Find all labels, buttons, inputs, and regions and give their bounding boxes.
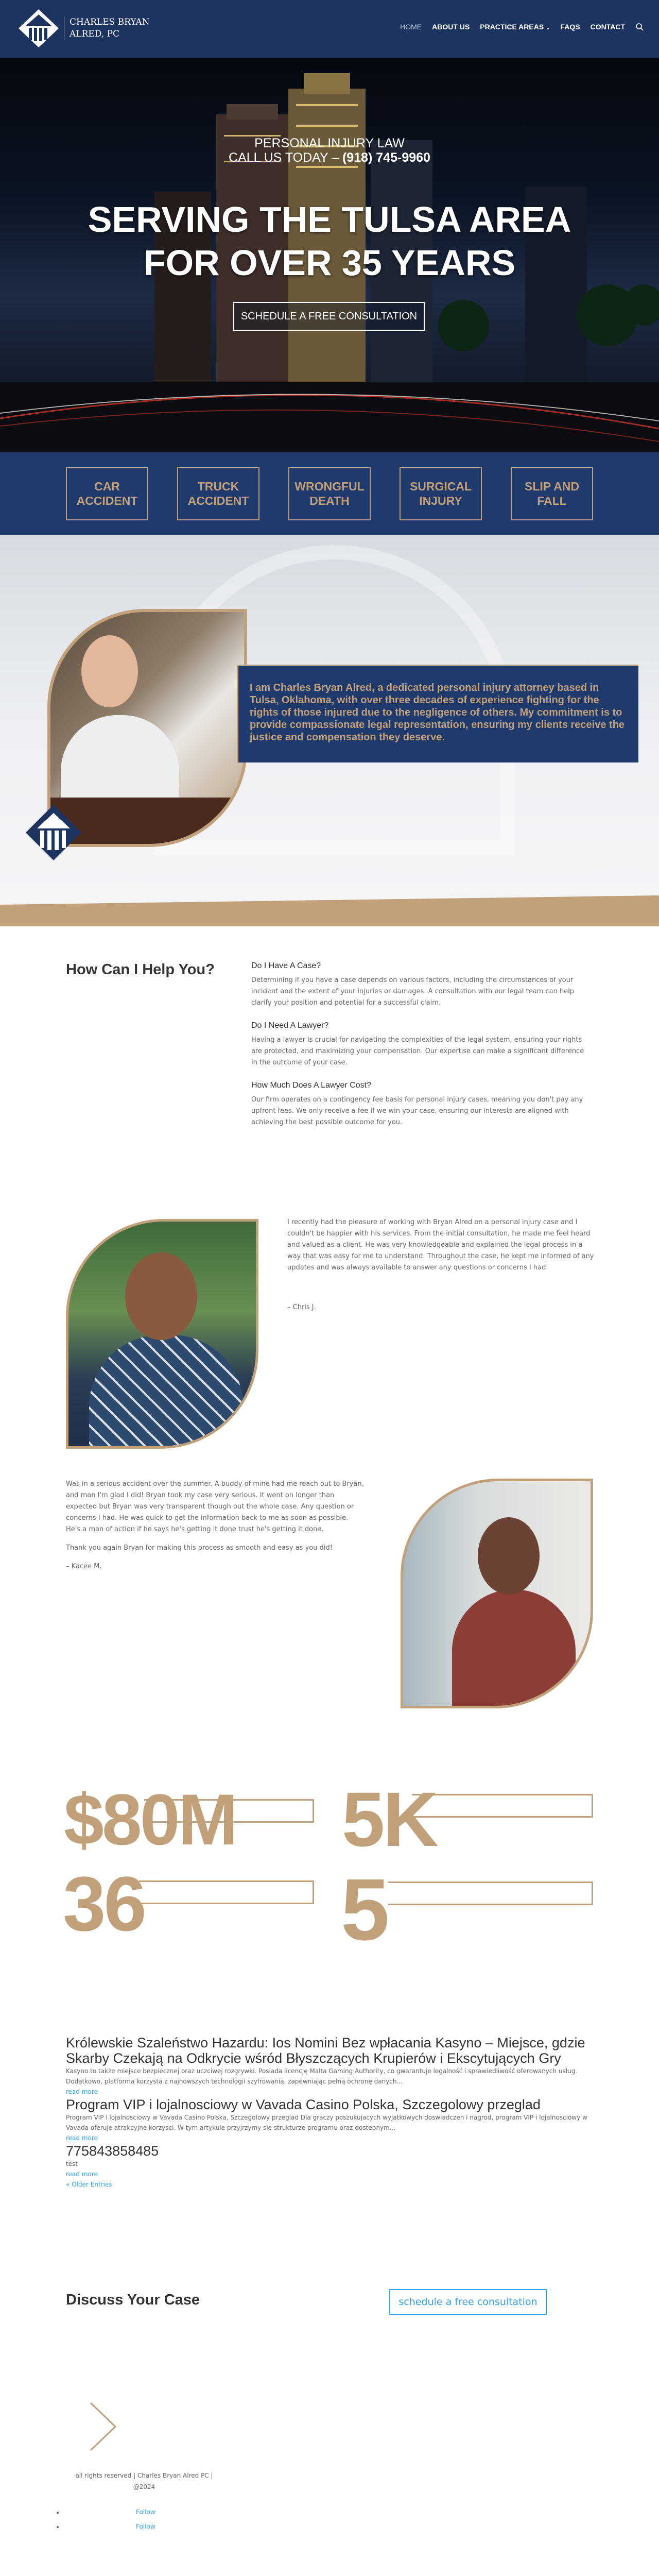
testimonial-author: – Kacee M. (66, 1563, 102, 1570)
hero-title (0, 198, 659, 284)
hero-title-line-2: FOR OVER 35 YEARS (143, 243, 516, 283)
practice-wrongful-death[interactable] (288, 467, 371, 520)
footer-line-2: @2024 (133, 2483, 155, 2490)
nav-practice-areas[interactable] (480, 23, 550, 31)
testimonial-photo-chris (66, 1219, 258, 1449)
blog-post-list (66, 2035, 593, 2190)
hero-section (0, 58, 659, 452)
logo-line-1: CHARLES BRYAN (70, 17, 150, 27)
older-entries-link[interactable]: « Older Entries (66, 2181, 112, 2188)
faq-question: Do I Need A Lawyer? (251, 1021, 329, 1030)
social-follow-list (64, 2505, 155, 2534)
main-nav (400, 23, 644, 31)
stat-value-clients: 5K (342, 1776, 437, 1862)
hero-phone-prefix: CALL US TODAY – (229, 150, 342, 165)
pillar-logo-icon (23, 802, 84, 863)
blog-post (66, 2097, 593, 2143)
photo-face (478, 1517, 540, 1595)
schedule-consultation-button[interactable]: schedule a free consultation (389, 2289, 547, 2315)
nav-faqs[interactable]: FAQS (560, 23, 580, 31)
list-item (64, 2519, 155, 2534)
practice-label-line: CAR (94, 480, 120, 493)
testimonial-paragraph: Was in a serious accident over the summer. A buddy of mine had me reach out to Bryan, and man I'm glad I did! Bryan took my case very serious. It went on longer than expected but Bryan was very transparent though out the whole case. Any question or concerns I had. He was quick to get the information back to me as soon as possible. He's a man of action if he says he's getting it done trust he's getting it done. (66, 1480, 364, 1533)
faq-answer: Our firm operates on a contingency fee basis for personal injury cases, meaning you don't pay any upfront fees. We only receive a fee if we win your case, ensuring our interests are aligned with achieving the best possible outcome for you. (251, 1096, 583, 1126)
logo-line-2: ALRED, PC (70, 29, 120, 39)
nav-about-us[interactable]: ABOUT US (432, 23, 470, 31)
nav-practice-areas-label: PRACTICE AREAS (480, 23, 544, 31)
footer-copyright (67, 2470, 221, 2493)
practice-car-accident[interactable] (66, 467, 148, 520)
footer-line-1: all rights reserved | Charles Bryan Alred PC | (75, 2472, 213, 2479)
chevron-down-icon: ⌄ (546, 25, 550, 31)
hero-phone-line (0, 150, 659, 165)
practice-label-line: TRUCK (197, 480, 239, 493)
chevron-right-icon[interactable] (88, 2401, 118, 2452)
testimonial-text-block (66, 1479, 365, 1580)
faq-question: How Much Does A Lawyer Cost? (251, 1081, 371, 1090)
schedule-consultation-button[interactable]: SCHEDULE A FREE CONSULTATION (233, 302, 425, 331)
nav-home[interactable]: HOME (400, 23, 422, 31)
practice-label-line: INJURY (419, 494, 462, 507)
follow-link[interactable]: Follow (136, 2509, 155, 2516)
stat-underline-bar (139, 1880, 314, 1904)
hero-title-line-1: SERVING THE TULSA AREA (88, 199, 571, 240)
photo-head (81, 635, 138, 707)
practice-label-line: DEATH (309, 494, 350, 507)
follow-link[interactable]: Follow (136, 2523, 155, 2530)
practice-truck-accident[interactable] (177, 467, 259, 520)
practice-label-line: ACCIDENT (76, 494, 138, 507)
discuss-title: Discuss Your Case (66, 2292, 200, 2308)
stat-value-settlements: $80M (64, 1779, 236, 1860)
stat-value-years: 36 (63, 1860, 145, 1947)
post-excerpt: Program VIP i lojalnosciowy w Vavada Casino Polska, Szczegolowy przeglad Dla graczy poszukujacych wyjatkowych doswiadczen i nagrod, program VIP i lojalnosciowy w Vavada oferuje atrakcyjne korzysci. W tym artykule przyjrzymy sie strukturze programu oraz dostepnym... (66, 2114, 587, 2131)
practice-label-line: SLIP AND (524, 480, 580, 493)
list-item (64, 2505, 155, 2519)
faq-answer: Determining if you have a case depends on various factors, including the circumstances of your incident and the extent of your injuries or damages. A consultation with our legal team can help clarify your position and potential for a successful claim. (251, 976, 575, 1007)
nav-contact[interactable]: CONTACT (590, 23, 625, 31)
testimonial-text: I recently had the pleasure of working with Bryan Alred on a personal injury case and I couldn't be happier with his services. From the initial consultation, he made me feel heard and valued as a client. He was very knowledgeable and explained the legal process in a way that was easy for me to understand. Throughout the case, he kept me informed of any updates and was always available to answer any questions or concerns I had. (287, 1218, 594, 1272)
practice-slip-and-fall[interactable] (511, 467, 593, 520)
post-title[interactable]: Program VIP i lojalnosciowy w Vavada Casino Polska, Szczegolowy przeglad (66, 2097, 541, 2112)
read-more-link[interactable]: read more (66, 2088, 98, 2095)
photo-body (89, 1335, 244, 1449)
site-logo[interactable] (18, 7, 149, 49)
hero-kicker: PERSONAL INJURY LAW (254, 136, 405, 150)
stat-value-five: 5 (341, 1861, 388, 1959)
faq-answer: Having a lawyer is crucial for navigating the complexities of the legal system, ensuring your rights are protected, and maximizing your compensation. Our expertise can make a significant difference in the outcome of your case. (251, 1036, 584, 1066)
read-more-link[interactable]: read more (66, 2134, 98, 2142)
intro-statement: I am Charles Bryan Alred, a dedicated personal injury attorney based in Tulsa, Oklahoma, with over three decades of experience fighting for the rights of those injured due to the negligence of others. My commitment is to provide compassionate legal representation, ensuring my clients receive the justice and compensation they deserve. (237, 665, 638, 762)
gold-divider-band (0, 895, 659, 926)
post-title[interactable]: 775843858485 (66, 2143, 159, 2159)
site-header (0, 0, 659, 58)
testimonial-author: – Chris J. (287, 1303, 316, 1311)
blog-post (66, 2035, 593, 2097)
hero-phone-number[interactable]: (918) 745-9960 (342, 150, 430, 165)
post-excerpt: test (66, 2160, 78, 2167)
intro-section (0, 535, 659, 926)
practice-label-line: FALL (537, 494, 567, 507)
photo-body (452, 1589, 576, 1708)
faq-question: Do I Have A Case? (251, 961, 321, 970)
practice-label-line: ACCIDENT (187, 494, 249, 507)
photo-face (125, 1252, 197, 1340)
logo-wordmark (64, 16, 149, 40)
stat-underline-bar (388, 1882, 593, 1905)
practice-label-line: SURGICAL (409, 480, 472, 493)
faq-section-title: How Can I Help You? (66, 961, 215, 978)
post-title[interactable]: Królewskie Szaleństwo Hazardu: Ios Nomini Bez wpłacania Kasyno – Miejsce, gdzie Skarby Czekają na Odkrycie wśród Błyszczących Krupierów i Ekscytujących Gry (66, 2035, 585, 2066)
testimonial-photo-kacee (401, 1479, 593, 1708)
testimonial-paragraph: Thank you again Bryan for making this process as smooth and easy as you did! (66, 1544, 333, 1552)
post-excerpt: Kasyno to także miejsce bezpiecznej oraz uczciwej rozgrywki. Posiada licencję Malta Gaming Authority, co gwarantuje legalność i sprawiedliwość oferowanych usług. Dodatkowo, platforma korzysta z najnowszych technologii szyfrowania, zapewniając pełną ochronę danych... (66, 2067, 578, 2085)
search-icon[interactable] (635, 23, 644, 31)
practice-areas-strip (0, 452, 659, 535)
blog-post (66, 2143, 593, 2179)
practice-surgical-injury[interactable] (400, 467, 482, 520)
stat-underline-bar (412, 1794, 593, 1818)
practice-label-line: WRONGFUL (294, 480, 365, 493)
read-more-link[interactable]: read more (66, 2171, 98, 2178)
pillar-logo-icon (18, 7, 60, 49)
faq-list (251, 961, 591, 1141)
